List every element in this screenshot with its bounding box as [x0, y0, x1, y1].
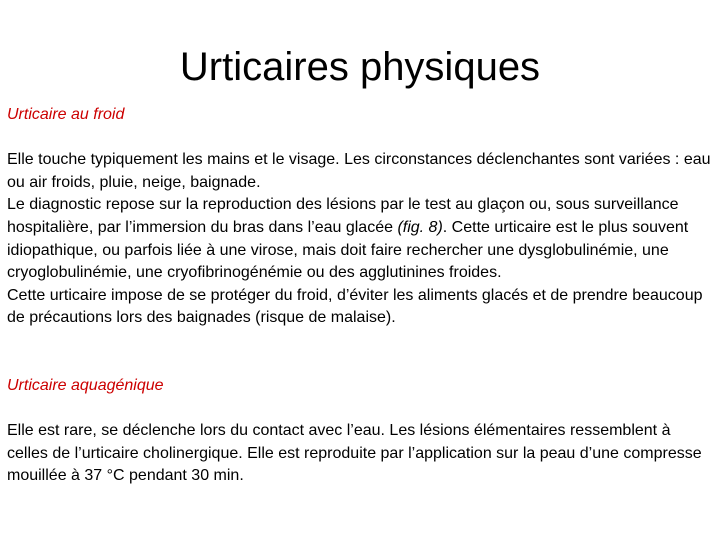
figure-reference: (fig. 8) — [397, 218, 443, 236]
paragraph-cold-precautions: Cette urticaire impose de se protéger du froid, d’éviter les aliments glacés et de prendre beaucoup de précautions lors des baignades (risque de malaise). — [7, 286, 703, 327]
section-heading-aquagenic-urticaria: Urticaire aquagénique — [7, 376, 164, 394]
diagnosis-text-continued: . Cette urticaire est le plus souvent idiopathique, ou parfois liée à une virose, mais doit faire rechercher une dysglobulinémie, une cryoglobulinémie, une cryofibrinogénémie ou des agglutinines froides. — [7, 218, 689, 282]
spacer — [7, 330, 715, 375]
slide-title: Urticaires physiques — [179, 45, 541, 89]
section-heading-cold-urticaria: Urticaire au froid — [7, 106, 125, 123]
diagnosis-text: Le diagnostic repose sur la reproduction des lésions par le test au glaçon ou, sous surveillance hospitalière, par l’immersion du bras dans l’eau glacée — [7, 196, 679, 236]
paragraph-cold-symptoms: Elle touche typiquement les mains et le visage. Les circonstances déclenchantes sont variées : eau ou air froids, pluie, neige, baignade. — [7, 151, 711, 191]
spacer — [7, 127, 715, 150]
paragraph-aquagenic-description: Elle est rare, se déclenche lors du contact avec l’eau. Les lésions élémentaires ressemblent à celles de l’urticaire cholinergique. Elle est reproduite par l’application sur la peau d’une compresse mouillée à 37 °C pendant 30 min. — [7, 422, 702, 485]
paragraph-cold-diagnosis — [7, 194, 715, 284]
spacer — [7, 398, 715, 421]
slide-body — [7, 104, 715, 488]
